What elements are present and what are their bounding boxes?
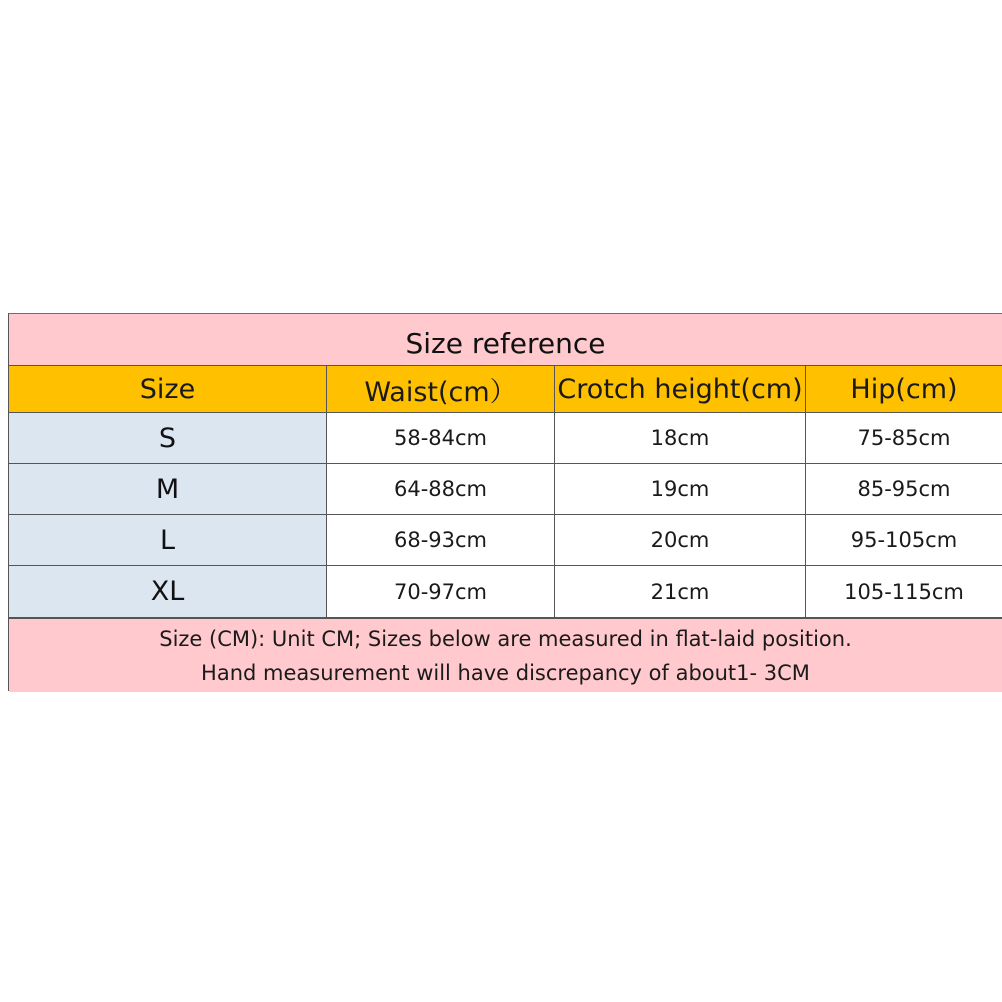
waist-value: 64-88cm [326,464,554,514]
size-label: XL [9,566,326,617]
discrepancy-note: Hand measurement will have discrepancy of about1- 3CM [201,661,810,685]
table-row [9,515,1002,566]
measurement-note: Size (CM): Unit CM; Sizes below are measured in flat-laid position. [159,627,852,651]
waist-value: 68-93cm [326,515,554,565]
header-size: Size [139,373,196,405]
table-row [9,413,1002,464]
waist-value: 58-84cm [326,413,554,463]
crotch-height-value: 20cm [554,515,805,565]
size-reference-table [8,313,1002,691]
table-row [9,566,1002,618]
table-header-row [9,365,1002,413]
size-label: M [9,464,326,514]
table-title: Size reference [405,327,606,360]
table-title-row [9,314,1002,365]
table-notes-row [9,618,1002,692]
size-label: S [9,413,326,463]
hip-value: 105-115cm [805,566,1002,617]
header-hip: Hip(cm) [805,366,1002,412]
hip-value: 85-95cm [805,464,1002,514]
waist-value: 70-97cm [326,566,554,617]
crotch-height-value: 19cm [554,464,805,514]
crotch-height-value: 21cm [554,566,805,617]
header-crotch-height: Crotch height(cm) [554,366,805,412]
size-label: L [9,515,326,565]
crotch-height-value: 18cm [554,413,805,463]
table-row [9,464,1002,515]
hip-value: 75-85cm [805,413,1002,463]
hip-value: 95-105cm [805,515,1002,565]
header-waist: Waist(cm） [326,366,554,412]
